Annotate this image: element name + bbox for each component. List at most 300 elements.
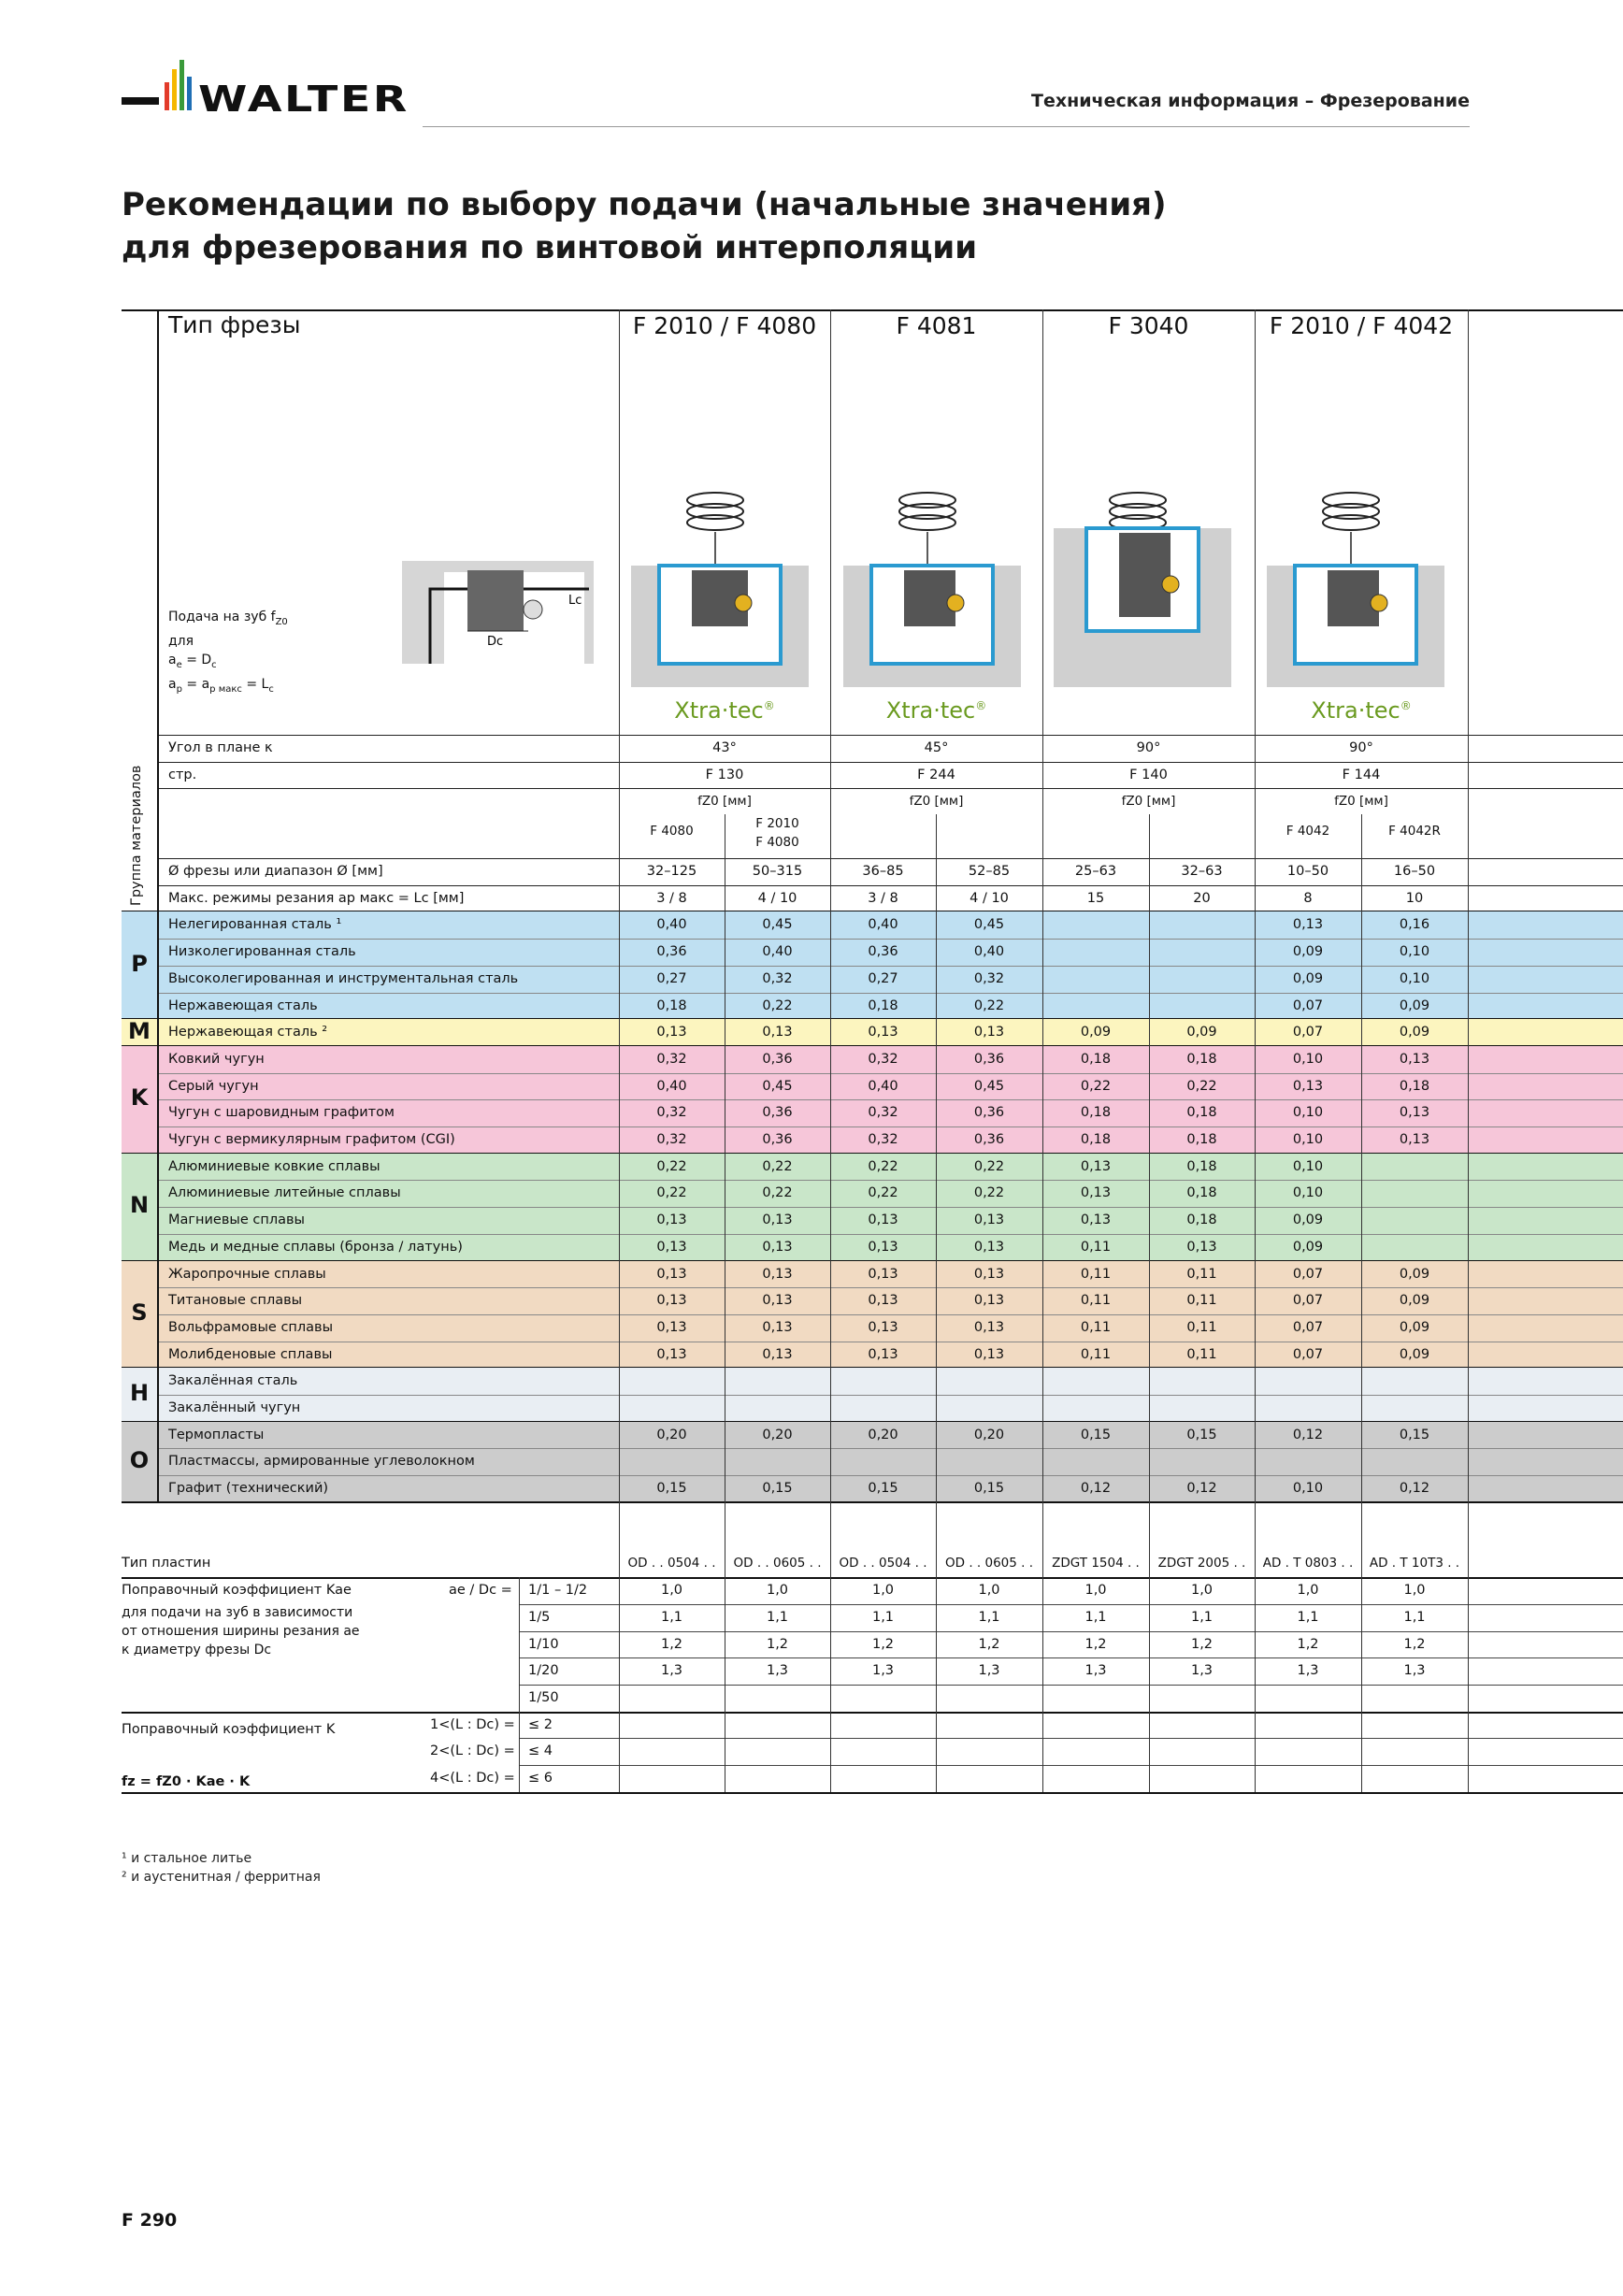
page-ref: F 244 [917,767,955,782]
feed-value: 0,13 [1080,1158,1112,1174]
max-cut-value: 4 / 10 [969,890,1009,906]
diameter-value: 50–315 [752,864,803,880]
kae-value: 1,2 [1084,1636,1107,1652]
insert-type: AD . T 0803 . . [1262,1556,1354,1571]
header-divider [423,126,1470,127]
feed-value: 0,13 [973,1346,1005,1362]
feed-value: 0,18 [868,997,898,1013]
row-rule [519,1685,1623,1686]
max-cut-value: 4 / 10 [757,890,797,906]
feed-value: 0,10 [1292,1158,1324,1174]
tool-image-f4081 [839,332,1026,687]
col-divider [619,309,620,1792]
feed-value: 0,13 [656,1346,687,1362]
feed-value: 0,13 [762,1266,793,1282]
diameter-value: 16–50 [1393,864,1436,880]
feed-value: 0,13 [762,1319,793,1335]
ratio-divider [519,1577,520,1792]
svg-text:Dc: Dc [487,635,504,649]
kae-ratio-label: ae / Dc = [449,1583,512,1599]
feed-value: 0,15 [973,1481,1005,1497]
feed-value: 0,36 [656,944,687,960]
diameter-value: 32–63 [1181,864,1223,880]
material-name: Графит (технический) [168,1481,329,1497]
insert-type: OD . . 0605 . . [733,1556,822,1571]
insert-type: OD . . 0504 . . [839,1556,927,1571]
feed-value: 0,36 [762,1132,793,1148]
xtra-tec-logo: Xtra·tec® [674,697,775,724]
group-letter-n: N [129,1192,150,1219]
feed-value: 0,22 [762,997,793,1013]
feed-value: 0,10 [1292,1185,1324,1201]
feed-value: 0,13 [656,1239,687,1255]
tool-image-f4042 [1262,332,1449,687]
feed-value: 0,15 [1399,1427,1430,1442]
feed-value: 0,12 [1399,1481,1430,1497]
kae-value: 1,3 [1403,1663,1426,1679]
feed-value: 0,11 [1186,1293,1217,1309]
insert-type: ZDGT 1504 . . [1052,1556,1140,1571]
section-title: Техническая информация – Фрезерование [1031,91,1470,111]
material-name: Чугун с вермикулярным графитом (CGI) [168,1132,455,1148]
feed-value: 0,32 [656,1051,687,1067]
feed-value: 0,32 [973,970,1005,986]
feed-value: 0,11 [1080,1266,1112,1282]
fz-unit-label: fZ0 [мм] [909,794,964,810]
feed-value: 0,45 [973,1078,1005,1094]
material-name: Алюминиевые ковкие сплавы [168,1158,381,1174]
group-letter-k: K [130,1084,149,1112]
feed-value: 0,18 [1080,1051,1112,1067]
material-name: Чугун с шаровидным графитом [168,1105,395,1121]
feed-value: 0,07 [1292,1293,1324,1309]
title-line-2: для фрезерования по винтовой интерполяции [122,229,978,266]
feed-value: 0,13 [762,1293,793,1309]
fz-unit-label: fZ0 [мм] [1121,794,1176,810]
feed-value: 0,09 [1399,997,1430,1013]
feed-value: 0,09 [1399,1266,1430,1282]
feed-value: 0,36 [973,1132,1005,1148]
feed-value: 0,13 [868,1239,898,1255]
feed-value: 0,13 [762,1346,793,1362]
max-cut-value: 10 [1405,890,1424,906]
column-head: F 3040 [1108,312,1189,339]
row-rule [519,1765,1623,1766]
col-divider [157,309,159,1502]
feed-value: 0,13 [1292,1078,1324,1094]
feed-value: 0,13 [868,1213,898,1228]
feed-value: 0,18 [1186,1158,1217,1174]
feed-value: 0,20 [656,1427,687,1442]
k-range: ≤ 4 [528,1744,553,1759]
feed-value: 0,36 [762,1105,793,1121]
feed-value: 0,11 [1186,1266,1217,1282]
kae-value: 1,0 [1403,1583,1426,1599]
kae-value: 1,3 [660,1663,683,1679]
page-label: стр. [168,767,197,782]
kae-value: 1,2 [766,1636,789,1652]
feed-value: 0,36 [762,1051,793,1067]
kae-ratio: 1/50 [528,1689,559,1705]
feed-value: 0,18 [1399,1078,1430,1094]
feed-value: 0,13 [1399,1051,1430,1067]
kae-value: 1,2 [1190,1636,1214,1652]
diameter-value: 32–125 [646,864,697,880]
group-letter-p: P [131,950,148,977]
kae-desc-3: к диаметру фрезы Dc [122,1643,272,1658]
feed-value: 0,16 [1399,917,1430,933]
feed-value: 0,45 [973,917,1005,933]
feed-value: 0,09 [1292,1239,1324,1255]
angle-label: Угол в плане κ [168,740,273,755]
page-title [122,183,1167,269]
kae-value: 1,2 [871,1636,895,1652]
feed-value: 0,07 [1292,1266,1324,1282]
feed-value: 0,22 [868,1185,898,1201]
tool-image-f4080 [626,332,813,687]
kae-desc-1: для подачи на зуб в зависимости [122,1605,353,1621]
diameter-value: 36–85 [862,864,904,880]
col-divider [1042,309,1043,1792]
feed-value: 0,36 [868,944,898,960]
kae-value: 1,1 [1190,1609,1214,1625]
feed-value: 0,13 [1186,1239,1217,1255]
k-condition: 2<(L : Dc) = [430,1744,515,1759]
brand-name: WALTER [198,79,409,120]
feed-value: 0,13 [868,1266,898,1282]
material-name: Высоколегированная и инструментальная сталь [168,970,519,986]
kae-value: 1,3 [871,1663,895,1679]
k-formula: fz = fZ0 · Kae · K [122,1774,251,1790]
svg-text:Lc: Lc [568,594,582,608]
footnote-1: ¹ и стальное литье [122,1851,252,1866]
feed-value: 0,36 [973,1105,1005,1121]
max-cut-value: 8 [1303,890,1313,906]
max-cut-value: 3 / 8 [656,890,687,906]
feed-value: 0,22 [868,1158,898,1174]
feed-value: 0,15 [868,1481,898,1497]
feed-value: 0,13 [762,1213,793,1228]
feed-value: 0,13 [1399,1132,1430,1148]
kae-value: 1,0 [1297,1583,1319,1599]
xtra-tec-logo: Xtra·tec® [1311,697,1412,724]
feed-value: 0,22 [973,1158,1005,1174]
insert-type: OD . . 0605 . . [945,1556,1033,1571]
page-ref: F 140 [1129,767,1168,782]
angle-value: 90° [1349,740,1373,755]
kae-ratio: 1/10 [528,1636,559,1652]
subcolumn-label: F 4042R [1388,824,1441,839]
feed-value: 0,10 [1292,1132,1324,1148]
kae-value: 1,2 [1403,1636,1426,1652]
feed-value: 0,13 [868,1319,898,1335]
feed-value: 0,22 [762,1185,793,1201]
feed-value: 0,09 [1186,1025,1217,1040]
feed-value: 0,15 [656,1481,687,1497]
feed-value: 0,09 [1080,1025,1112,1040]
feed-value: 0,27 [656,970,687,986]
group-letter-h: H [129,1380,150,1407]
subcol-divider [1361,814,1362,1791]
row-rule [159,1395,1623,1396]
feed-value: 0,18 [1186,1185,1217,1201]
kae-value: 1,3 [766,1663,789,1679]
feed-value: 0,32 [762,970,793,986]
tool-image-f3040 [1049,332,1236,687]
material-name: Ковкий чугун [168,1051,265,1067]
page-ref: F 130 [705,767,744,782]
feed-value: 0,13 [868,1293,898,1309]
feed-value: 0,45 [762,1078,793,1094]
feed-value: 0,32 [868,1132,898,1148]
max-cut-value: 15 [1086,890,1105,906]
material-name: Жаропрочные сплавы [168,1266,326,1282]
feed-value: 0,18 [1186,1213,1217,1228]
feed-value: 0,13 [1292,917,1324,933]
feed-value: 0,13 [973,1293,1005,1309]
material-name: Закалённая сталь [168,1373,298,1389]
k-title: Поправочный коэффициент K [122,1721,336,1737]
feed-value: 0,11 [1186,1346,1217,1362]
col-divider [1468,309,1469,1792]
angle-value: 90° [1136,740,1161,755]
group-letter-s: S [131,1299,148,1326]
feed-value: 0,13 [973,1266,1005,1282]
material-name: Термопласты [168,1427,265,1442]
max-cut-value: 3 / 8 [868,890,898,906]
feed-value: 0,27 [868,970,898,986]
material-name: Закалённый чугун [168,1400,301,1416]
kae-value: 1,0 [660,1583,683,1599]
kae-ratio: 1/1 – 1/2 [528,1583,588,1599]
insert-label: Тип пластин [122,1556,211,1571]
kae-value: 1,1 [1403,1609,1426,1625]
feed-value: 0,18 [1186,1132,1217,1148]
group-letter-o: O [129,1446,150,1473]
insert-type: AD . T 10T3 . . [1369,1556,1460,1571]
cutter-diagram [402,561,594,664]
footnote-2: ² и аустенитная / ферритная [122,1870,321,1885]
feed-value: 0,09 [1292,944,1324,960]
material-name: Низколегированная сталь [168,944,356,960]
material-name: Нержавеющая сталь ² [168,1025,328,1040]
feed-value: 0,09 [1399,1293,1430,1309]
row-rule [519,1738,1623,1739]
feed-value: 0,18 [1080,1132,1112,1148]
feed-value: 0,15 [762,1481,793,1497]
feed-value: 0,15 [1186,1427,1217,1442]
material-name: Магниевые сплавы [168,1213,305,1228]
feed-value: 0,10 [1292,1051,1324,1067]
subcol-divider [1149,814,1150,1791]
diameter-label: Ø фрезы или диапазон Ø [мм] [168,864,383,880]
table-bottom-rule [122,1792,1623,1794]
k-range: ≤ 2 [528,1716,553,1732]
feed-value: 0,45 [762,917,793,933]
kae-value: 1,2 [660,1636,683,1652]
material-name: Нержавеющая сталь [168,997,318,1013]
kae-value: 1,1 [660,1609,683,1625]
diameter-value: 25–63 [1074,864,1117,880]
feed-value: 0,07 [1292,1346,1324,1362]
feed-value: 0,32 [656,1132,687,1148]
material-name: Титановые сплавы [168,1293,303,1309]
feed-value: 0,15 [1080,1427,1112,1442]
feed-value: 0,13 [1080,1185,1112,1201]
max-cut-label: Макс. режимы резания ap макс = Lc [мм] [168,890,465,906]
column-head: F 2010 / F 4080 [632,312,817,339]
feed-value: 0,22 [656,1158,687,1174]
kae-value: 1,3 [1190,1663,1214,1679]
feed-value: 0,12 [1186,1481,1217,1497]
table-top-rule [122,309,1623,311]
feed-value: 0,13 [973,1239,1005,1255]
material-name: Алюминиевые литейные сплавы [168,1185,401,1201]
material-name: Нелегированная сталь ¹ [168,917,342,933]
feed-value: 0,18 [1186,1105,1217,1121]
feed-value: 0,13 [973,1213,1005,1228]
k-condition: 4<(L : Dc) = [430,1771,515,1787]
group-label: Группа материалов [129,765,144,907]
material-name: Серый чугун [168,1078,259,1094]
type-label: Тип фрезы [168,311,301,338]
col-divider [830,309,831,1792]
material-name: Молибденовые сплавы [168,1346,333,1362]
feed-value: 0,13 [1399,1105,1430,1121]
feed-value: 0,11 [1080,1293,1112,1309]
k-range: ≤ 6 [528,1771,553,1787]
fz-unit-label: fZ0 [мм] [1334,794,1388,810]
subcol-divider [936,814,937,1791]
feed-value: 0,11 [1080,1239,1112,1255]
kae-value: 1,0 [871,1583,895,1599]
feed-value: 0,40 [973,944,1005,960]
feed-value: 0,20 [868,1427,898,1442]
feed-value: 0,18 [1186,1051,1217,1067]
column-head: F 4081 [896,312,977,339]
feed-value: 0,12 [1292,1427,1324,1442]
feed-value: 0,22 [762,1158,793,1174]
kae-ratio: 1/5 [528,1609,551,1625]
feed-value: 0,22 [973,997,1005,1013]
insert-type: ZDGT 2005 . . [1157,1556,1246,1571]
kae-value: 1,2 [978,1636,1000,1652]
feed-value: 0,13 [656,1293,687,1309]
feed-value: 0,09 [1399,1025,1430,1040]
insert-type: OD . . 0504 . . [627,1556,716,1571]
kae-value: 1,3 [1084,1663,1107,1679]
diameter-value: 52–85 [968,864,1011,880]
feed-value: 0,32 [656,1105,687,1121]
column-head: F 2010 / F 4042 [1269,312,1454,339]
feed-value: 0,13 [762,1025,793,1040]
group-letter-m: M [128,1017,151,1044]
feed-value: 0,13 [656,1319,687,1335]
angle-value: 43° [712,740,737,755]
feed-value: 0,22 [1080,1078,1112,1094]
title-line-1: Рекомендации по выбору подачи (начальные значения) [122,186,1167,223]
feed-value: 0,10 [1292,1105,1324,1121]
feed-value: 0,13 [656,1213,687,1228]
feed-value: 0,40 [656,917,687,933]
feed-value: 0,11 [1186,1319,1217,1335]
feed-value: 0,32 [868,1051,898,1067]
feed-value: 0,22 [656,1185,687,1201]
feed-value: 0,13 [868,1346,898,1362]
diameter-value: 10–50 [1286,864,1329,880]
material-name: Пластмассы, армированные углеволокном [168,1454,475,1470]
feed-value: 0,40 [868,917,898,933]
feed-value: 0,18 [656,997,687,1013]
kae-rule [122,1712,1623,1714]
feed-value: 0,09 [1399,1346,1430,1362]
feed-value: 0,07 [1292,1319,1324,1335]
feed-note: Подача на зуб $f_{Z0}$ для $a_e = D_c$ $a_p = a_{p макс} = L_c$ [168,610,288,695]
feed-value: 0,22 [973,1185,1005,1201]
feed-value: 0,09 [1292,970,1324,986]
material-name: Медь и медные сплавы (бронза / латунь) [168,1239,463,1255]
kae-value: 1,0 [978,1583,1000,1599]
kae-title: Поправочный коэффициент Kae [122,1583,352,1599]
feed-value: 0,09 [1292,1213,1324,1228]
material-name: Вольфрамовые сплавы [168,1319,334,1335]
fz-unit-label: fZ0 [мм] [697,794,752,810]
feed-value: 0,10 [1399,970,1430,986]
feed-value: 0,13 [1080,1213,1112,1228]
kae-value: 1,1 [766,1609,789,1625]
xtra-tec-logo: Xtra·tec® [885,697,987,724]
kae-value: 1,1 [871,1609,895,1625]
feed-value: 0,10 [1399,944,1430,960]
kae-value: 1,0 [1084,1583,1107,1599]
group-rule [122,1501,1623,1503]
angle-value: 45° [924,740,949,755]
feed-value: 0,13 [656,1266,687,1282]
max-cut-value: 20 [1193,890,1211,906]
kae-value: 1,3 [1297,1663,1319,1679]
kae-value: 1,2 [1297,1636,1319,1652]
feed-value: 0,22 [1186,1078,1217,1094]
kae-value: 1,1 [978,1609,1000,1625]
col-divider [1255,309,1256,1792]
feed-value: 0,13 [762,1239,793,1255]
feed-value: 0,07 [1292,997,1324,1013]
feed-value: 0,09 [1399,1319,1430,1335]
kae-ratio: 1/20 [528,1663,559,1679]
k-condition: 1<(L : Dc) = [430,1716,515,1732]
kae-value: 1,0 [766,1583,789,1599]
subcolumn-label: F 4080 [650,824,694,839]
feed-value: 0,11 [1080,1346,1112,1362]
feed-value: 0,40 [762,944,793,960]
feed-value: 0,32 [868,1105,898,1121]
page-number: F 290 [122,2210,178,2231]
feed-value: 0,10 [1292,1481,1324,1497]
subcolumn-label: F 4042 [1285,824,1330,839]
kae-value: 1,3 [978,1663,1000,1679]
subcolumn-label: F 2010 F 4080 [755,816,799,851]
feed-value: 0,12 [1080,1481,1112,1497]
feed-value: 0,13 [973,1025,1005,1040]
feed-value: 0,07 [1292,1025,1324,1040]
kae-value: 1,1 [1084,1609,1107,1625]
kae-value: 1,1 [1297,1609,1319,1625]
page-ref: F 144 [1342,767,1381,782]
feed-value: 0,13 [973,1319,1005,1335]
feed-value: 0,20 [973,1427,1005,1442]
feed-value: 0,20 [762,1427,793,1442]
feed-value: 0,13 [656,1025,687,1040]
